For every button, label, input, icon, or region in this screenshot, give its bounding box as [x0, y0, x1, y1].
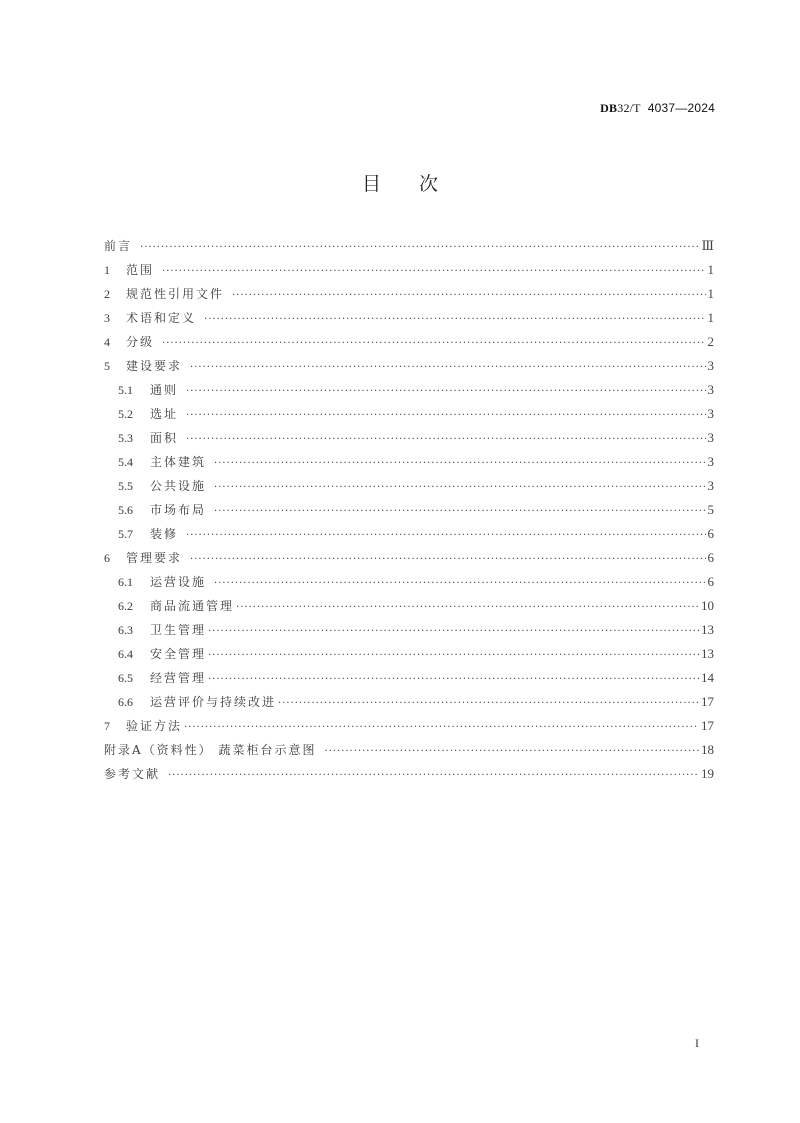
leader-dots: [186, 524, 705, 548]
toc-label: 卫生管理: [150, 623, 207, 637]
toc-page: 18: [701, 742, 714, 757]
toc-entry-6-5[interactable]: [104, 666, 714, 690]
standard-code-province: 32/T: [617, 101, 641, 115]
toc-page: 6: [707, 526, 714, 541]
toc-label: 装修: [150, 527, 179, 541]
toc-page: 3: [707, 406, 714, 421]
table-of-contents: [104, 234, 714, 786]
toc-entry-foreword[interactable]: [104, 234, 714, 258]
toc-entry-6-2[interactable]: [104, 594, 714, 618]
toc-page: 1: [707, 310, 714, 325]
toc-number: 6.3: [118, 623, 133, 637]
toc-entry-5[interactable]: [104, 354, 714, 378]
toc-label: 运营评价与持续改进: [150, 695, 277, 709]
toc-page: 13: [701, 646, 714, 661]
toc-label: 建设要求: [126, 359, 183, 373]
toc-entry-3[interactable]: [104, 306, 714, 330]
toc-number: 6.5: [118, 671, 133, 685]
toc-number: 5.1: [118, 383, 133, 397]
toc-label: 安全管理: [150, 647, 207, 661]
toc-label: 验证方法: [126, 719, 183, 733]
toc-label: 术语和定义: [126, 311, 197, 325]
toc-page: 6: [707, 574, 714, 589]
standard-code: [600, 101, 715, 116]
leader-dots: [162, 332, 705, 356]
toc-number: 5.7: [118, 527, 133, 541]
toc-entry-5-1[interactable]: [104, 378, 714, 402]
toc-entry-5-5[interactable]: [104, 474, 714, 498]
toc-label: 商品流通管理: [150, 599, 235, 613]
toc-page: 14: [701, 670, 714, 685]
leader-dots: [278, 692, 699, 716]
toc-label: 市场布局: [150, 503, 207, 517]
toc-page: 2: [707, 334, 714, 349]
toc-entry-5-2[interactable]: [104, 402, 714, 426]
toc-page: 17: [701, 694, 714, 709]
leader-dots: [208, 620, 699, 644]
toc-page: 3: [707, 358, 714, 373]
toc-page: 6: [707, 550, 714, 565]
toc-page: 17: [701, 718, 714, 733]
toc-label: 规范性引用文件: [126, 287, 225, 301]
leader-dots: [214, 452, 705, 476]
toc-number: 5.2: [118, 407, 133, 421]
toc-number: 6.2: [118, 599, 133, 613]
toc-label: 通则: [150, 383, 179, 397]
toc-page: 13: [701, 622, 714, 637]
standard-code-prefix: DB: [600, 101, 618, 115]
toc-number: 7: [104, 719, 110, 733]
toc-page: 3: [707, 430, 714, 445]
toc-entry-5-4[interactable]: [104, 450, 714, 474]
toc-label: 附录A（资料性） 蔬菜柜台示意图: [104, 743, 317, 757]
toc-number: 6.4: [118, 647, 133, 661]
leader-dots: [232, 284, 705, 308]
toc-page: 10: [701, 598, 714, 613]
toc-entry-5-3[interactable]: [104, 426, 714, 450]
toc-label: 选址: [150, 407, 179, 421]
toc-label: 主体建筑: [150, 455, 207, 469]
toc-number: 4: [104, 335, 110, 349]
leader-dots: [184, 716, 699, 740]
toc-number: 2: [104, 287, 110, 301]
page-title: 目次: [361, 173, 476, 195]
leader-dots: [214, 572, 705, 596]
toc-label: 经营管理: [150, 671, 207, 685]
toc-page: Ⅲ: [701, 238, 714, 253]
toc-entry-5-6[interactable]: [104, 498, 714, 522]
toc-label: 运营设施: [150, 575, 207, 589]
leader-dots: [140, 236, 699, 260]
toc-label: 前言: [104, 239, 133, 253]
toc-page: 1: [707, 286, 714, 301]
toc-page: 3: [707, 454, 714, 469]
toc-label: 参考文献: [104, 767, 161, 781]
toc-entry-6[interactable]: [104, 546, 714, 570]
leader-dots: [204, 308, 705, 332]
leader-dots: [186, 404, 705, 428]
toc-page: 1: [707, 262, 714, 277]
toc-number: 3: [104, 311, 110, 325]
toc-number: 5: [104, 359, 110, 373]
leader-dots: [190, 356, 705, 380]
toc-entry-1[interactable]: [104, 258, 714, 282]
toc-label: 公共设施: [150, 479, 207, 493]
leader-dots: [186, 380, 705, 404]
toc-entry-7[interactable]: [104, 714, 714, 738]
leader-dots: [190, 548, 705, 572]
leader-dots: [236, 596, 699, 620]
toc-entry-2[interactable]: [104, 282, 714, 306]
leader-dots: [162, 260, 705, 284]
toc-label: 范围: [126, 263, 155, 277]
toc-page: 3: [707, 478, 714, 493]
leader-dots: [214, 500, 705, 524]
leader-dots: [214, 476, 705, 500]
leader-dots: [208, 668, 699, 692]
toc-entry-appendix-a[interactable]: [104, 738, 714, 762]
toc-entry-5-7[interactable]: [104, 522, 714, 546]
toc-number: 1: [104, 263, 110, 277]
toc-entry-6-3[interactable]: [104, 618, 714, 642]
toc-page: 5: [707, 502, 714, 517]
toc-number: 5.6: [118, 503, 133, 517]
toc-entry-6-1[interactable]: [104, 570, 714, 594]
toc-entry-6-6[interactable]: [104, 690, 714, 714]
leader-dots: [168, 764, 699, 788]
toc-entry-references[interactable]: [104, 762, 714, 786]
toc-number: 6.1: [118, 575, 133, 589]
toc-entry-4[interactable]: [104, 330, 714, 354]
toc-entry-6-4[interactable]: [104, 642, 714, 666]
toc-number: 5.3: [118, 431, 133, 445]
toc-number: 5.4: [118, 455, 133, 469]
toc-label: 分级: [126, 335, 155, 349]
toc-number: 5.5: [118, 479, 133, 493]
toc-number: 6.6: [118, 695, 133, 709]
page-number: I: [695, 1036, 699, 1050]
toc-label: 管理要求: [126, 551, 183, 565]
toc-page: 3: [707, 382, 714, 397]
leader-dots: [186, 428, 705, 452]
leader-dots: [324, 740, 699, 764]
toc-label: 面积: [150, 431, 179, 445]
standard-code-number: 4037—2024: [647, 101, 715, 115]
leader-dots: [208, 644, 699, 668]
toc-number: 6: [104, 551, 110, 565]
toc-page: 19: [701, 766, 714, 781]
